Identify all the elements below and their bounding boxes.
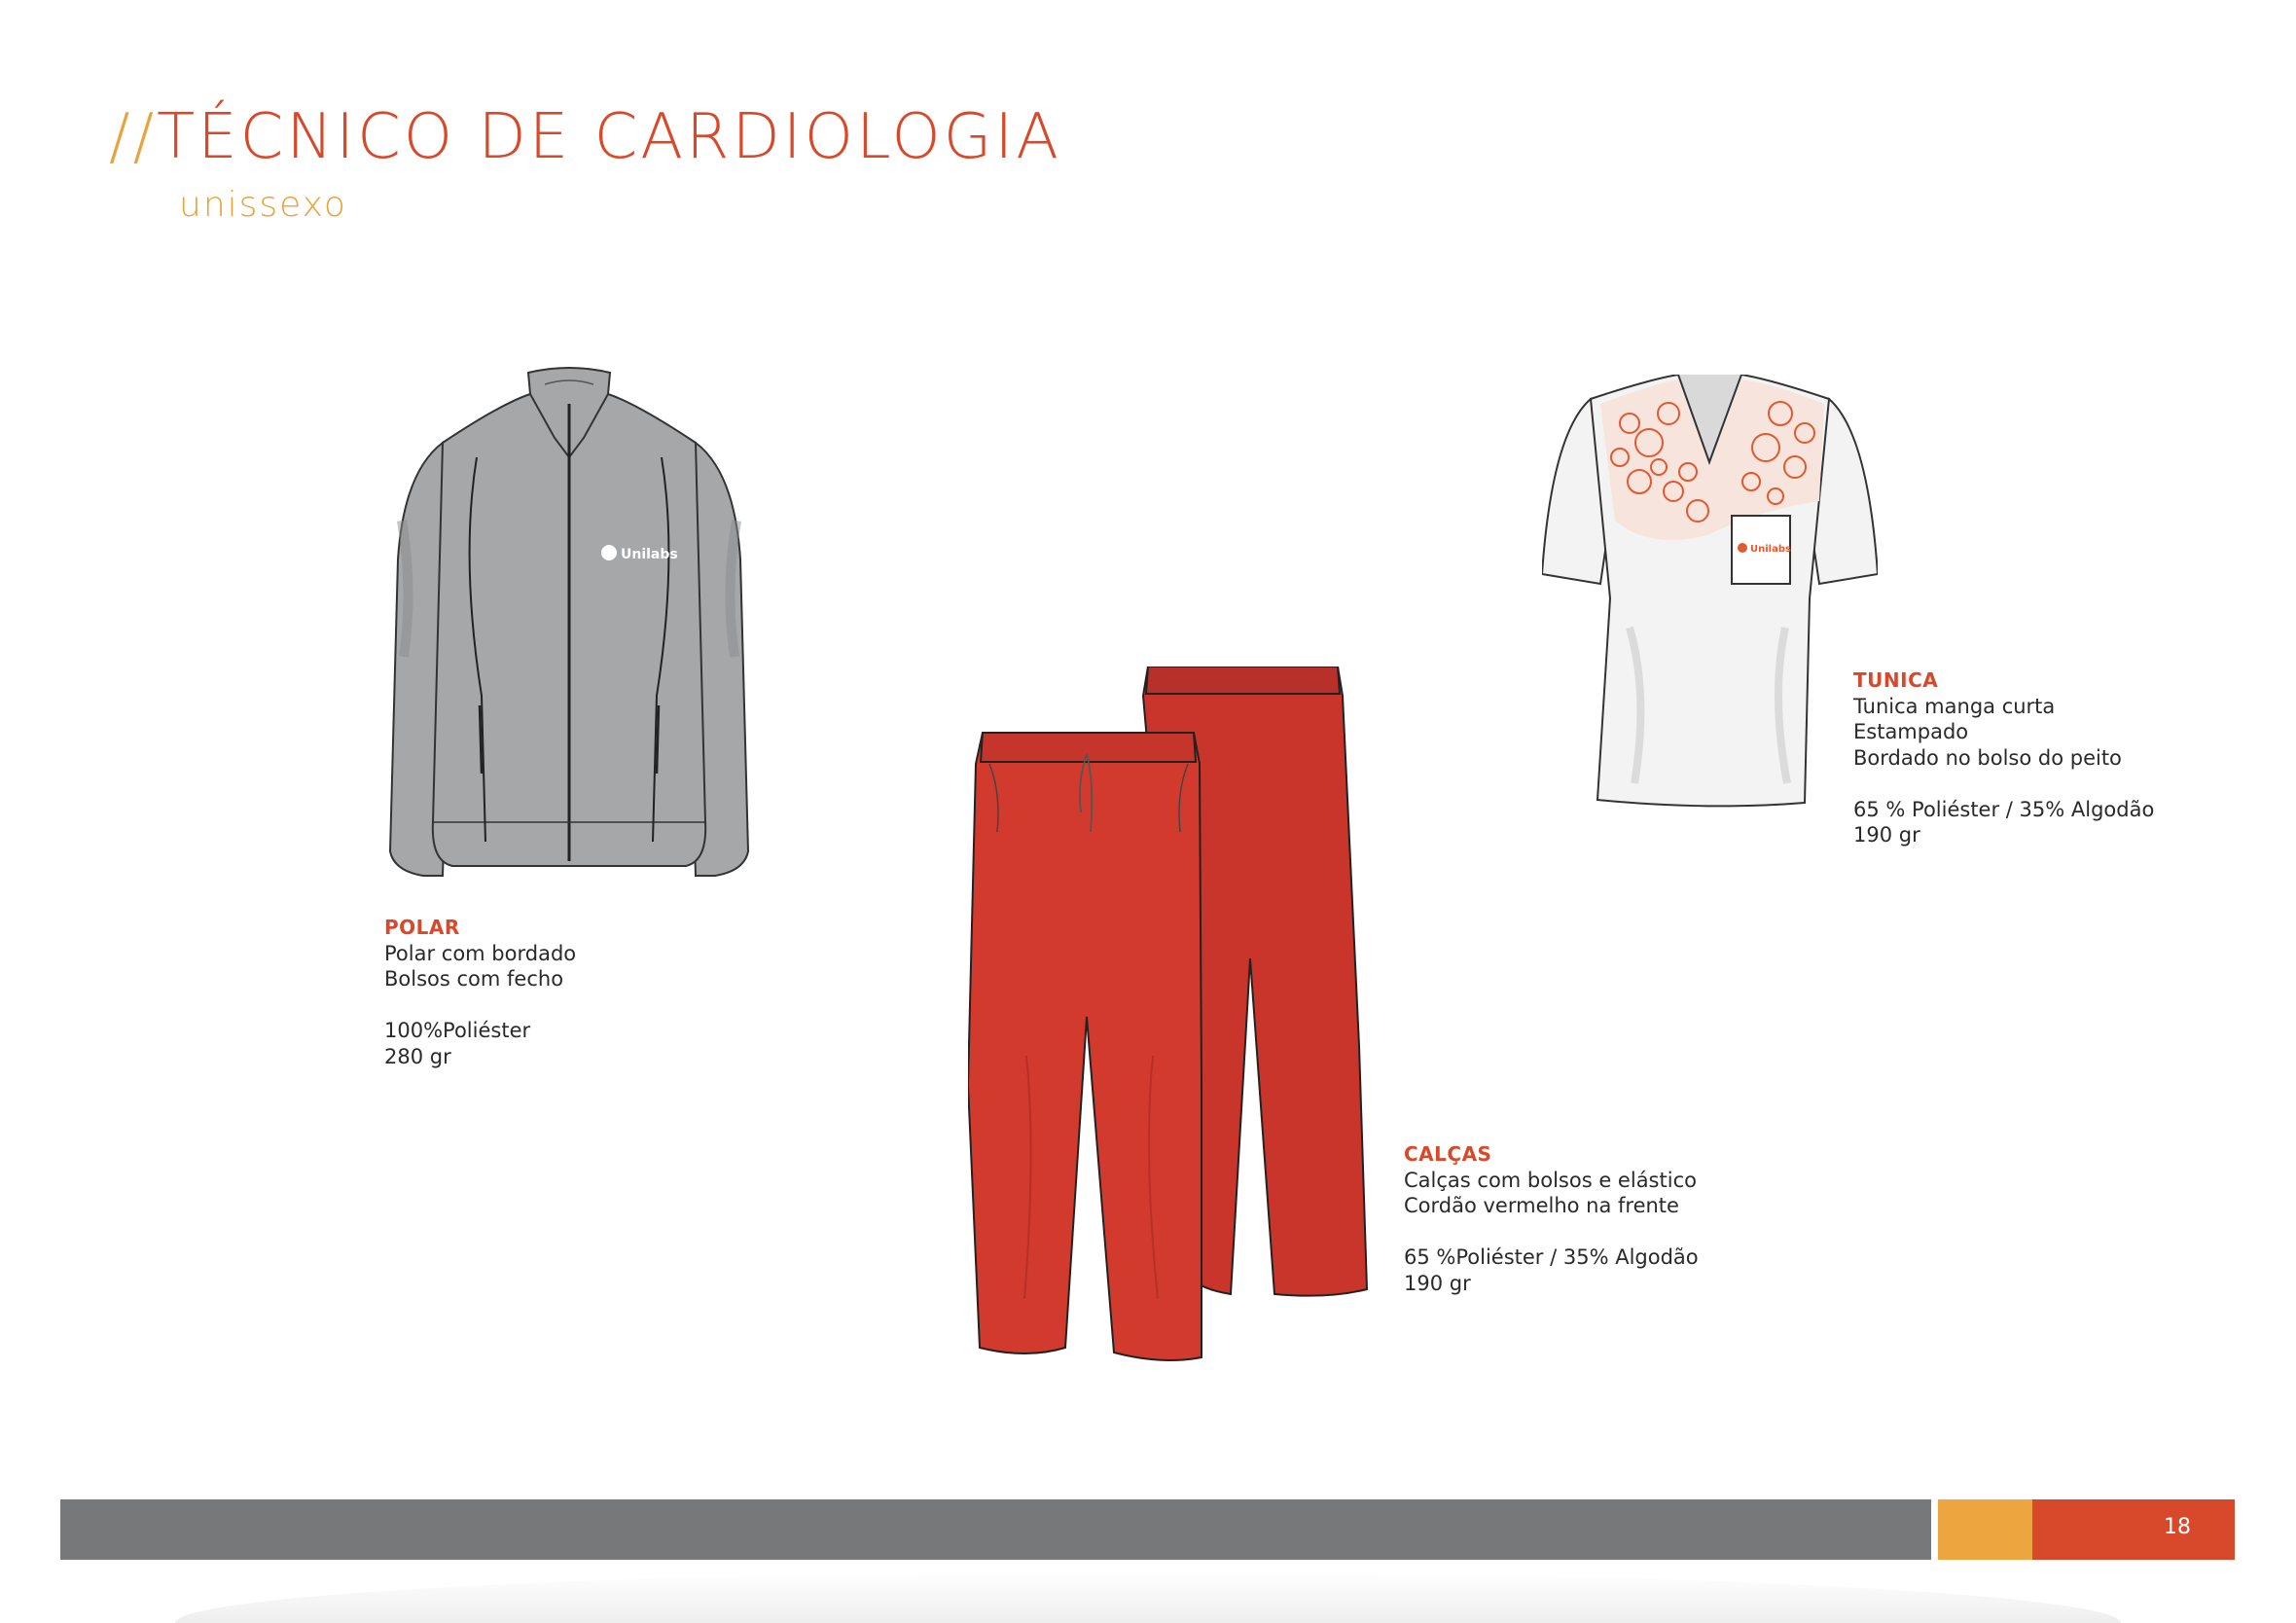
calcas-line-1: Calças com bolsos e elástico <box>1404 1168 1697 1192</box>
calcas-heading: CALÇAS <box>1404 1142 1492 1166</box>
polar-weight: 280 gr <box>384 1044 451 1068</box>
tunica-heading: TUNICA <box>1853 668 1939 692</box>
polar-line-2: Bolsos com fecho <box>384 967 564 991</box>
footer-accent-block <box>1938 1499 2032 1560</box>
calcas-weight: 190 gr <box>1404 1271 1471 1295</box>
title-prefix: // <box>109 101 158 173</box>
tunica-composition: 65 % Poliéster / 35% Algodão <box>1853 797 2155 821</box>
page-number: 18 <box>2164 1515 2191 1539</box>
polar-jacket-illustration <box>384 365 754 881</box>
polar-composition: 100%Poliéster <box>384 1019 531 1042</box>
tunica-line-2: Estampado <box>1853 720 1969 743</box>
tunica-description <box>1853 667 2154 848</box>
polar-heading: POLAR <box>384 916 460 939</box>
title-text: TÉCNICO DE CARDIOLOGIA <box>157 101 1062 173</box>
polar-description <box>384 915 576 1069</box>
tunica-line-1: Tunica manga curta <box>1853 694 2056 718</box>
footer-bar <box>60 1499 1931 1560</box>
calcas-description <box>1404 1141 1699 1296</box>
polar-logo-text: Unilabs <box>621 547 678 562</box>
footer-page-block <box>2032 1499 2235 1560</box>
tunica-weight: 190 gr <box>1853 823 1920 847</box>
calcas-trousers-illustration <box>968 667 1377 1367</box>
page-subtitle: unissexo <box>179 185 347 225</box>
page-shadow <box>175 1571 2121 1623</box>
tunica-line-3: Bordado no bolso do peito <box>1853 745 2122 770</box>
tunica-illustration <box>1542 375 1878 808</box>
calcas-composition: 65 %Poliéster / 35% Algodão <box>1404 1245 1699 1269</box>
polar-line-1: Polar com bordado <box>384 941 577 965</box>
calcas-line-2: Cordão vermelho na frente <box>1404 1194 1679 1217</box>
tunica-logo-text: Unilabs <box>1750 544 1791 555</box>
page-title <box>109 101 1061 173</box>
